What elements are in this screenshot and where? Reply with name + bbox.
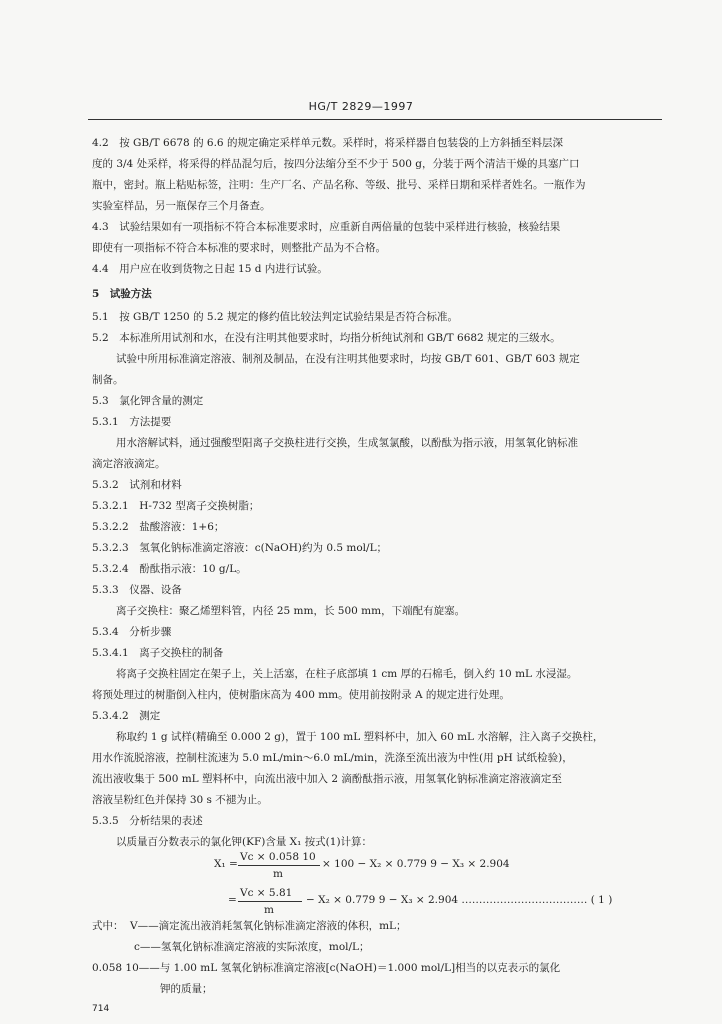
clause-5-3-5-heading: 5.3.5 分析结果的表述 [92,815,203,827]
clause-4-2-line-1: 4.2 按 GB/T 6678 的 6.6 的规定确定采样单元数。采样时，将采样器自包装袋的上方斜插至料层深 [92,137,563,149]
clause-5-3-4-2-line-3: 流出液收集于 500 mL 塑料杯中，向流出液中加入 2 滴酚酞指示液，用氢氧化钠标准滴定溶液滴定至 [92,773,562,785]
clause-5-3-5-text: 以质量百分数表示的氯化钾(KF)含量 X₁ 按式(1)计算： [116,836,373,848]
clause-5-3-3-text: 离子交换柱：聚乙烯塑料管，内径 25 mm，长 500 mm，下端配有旋塞。 [116,605,466,617]
where-item-c: c——氢氧化钠标准滴定溶液的实际浓度，mol/L； [134,941,370,953]
clause-4-3-line-2: 即使有一项指标不符合本标准的要求时，则整批产品为不合格。 [92,242,386,254]
where-item-const-cont: 钾的质量； [160,983,213,995]
fraction-bar-2 [238,901,302,902]
where-lead: 式中： [92,920,124,932]
formula-eq-2: = [228,894,237,906]
clause-5-3-4-2-line-1: 称取约 1 g 试样(精确至 0.000 2 g)，置于 100 mL 塑料杯中，加入 60 mL 水溶解，注入离子交换柱， [116,731,604,743]
clause-5-3-4-2-line-4: 溶液呈粉红色并保持 30 s 不褪为止。 [92,794,268,806]
clause-5-3-2-heading: 5.3.2 试剂和材料 [92,479,182,491]
where-item-const: 0.058 10——与 1.00 mL 氢氧化钠标准滴定溶液[c(NaOH)＝1.000 mol/L]相当的以克表示的氯化 [92,962,561,974]
formula-tail-2: − X₂ × 0.779 9 − X₃ × 2.904 ……………………………… ( 1 ) [306,894,613,906]
clause-5-3-heading: 5.3 氯化钾含量的测定 [92,395,204,407]
section-5-heading: 5 试验方法 [92,288,152,300]
clause-4-2-line-4: 实验室样品，另一瓶保存三个月备查。 [92,200,271,212]
clause-5-3-4-heading: 5.3.4 分析步骤 [92,626,172,638]
standard-code-header: HG/T 2829—1997 [308,100,414,113]
clause-5-3-4-2-heading: 5.3.4.2 测定 [92,710,161,722]
clause-5-3-1-line-2: 滴定溶液滴定。 [92,458,166,470]
clause-5-3-4-1-line-1: 将离子交换柱固定在架子上，关上活塞，在柱子底部填 1 cm 厚的石棉毛，倒入约 10 mL 水浸湿。 [116,668,578,680]
clause-5-2-line-3: 制备。 [92,374,124,386]
formula-denominator-2: m [264,904,274,916]
clause-5-2-line-1: 5.2 本标准所用试剂和水，在没有注明其他要求时，均指分析纯试剂和 GB/T 6682 规定的三级水。 [92,332,561,344]
where-item-v: V——滴定流出液消耗氢氧化钠标准滴定溶液的体积，mL； [130,920,407,932]
formula-numerator-2: Vc × 5.81 [240,887,293,899]
clause-4-4: 4.4 用户应在收到货物之日起 15 d 内进行试验。 [92,263,328,275]
clause-4-2-line-3: 瓶中，密封。瓶上粘贴标签，注明：生产厂名、产品名称、等级、批号、采样日期和采样者姓名。一瓶作为 [92,179,586,191]
header-rule [88,119,662,120]
clause-5-3-4-1-line-2: 将预处理过的树脂倒入柱内，使树脂床高为 400 mm。使用前按附录 A 的规定进行处理。 [92,689,510,701]
clause-5-3-2-2: 5.3.2.2 盐酸溶液：1+6； [92,521,225,533]
clause-5-3-4-1-heading: 5.3.4.1 离子交换柱的制备 [92,647,224,659]
formula-lhs: X₁ = [214,858,238,870]
clause-4-3-line-1: 4.3 试验结果如有一项指标不符合本标准要求时，应重新自两倍量的包装中采样进行核验，核验结果 [92,221,561,233]
formula-numerator-1: Vc × 0.058 10 [240,851,316,863]
formula-denominator-1: m [273,868,283,880]
formula-tail-1: × 100 − X₂ × 0.779 9 − X₃ × 2.904 [322,858,510,870]
clause-4-2-line-2: 度的 3/4 处采样，将采得的样品混匀后，按四分法缩分至不少于 500 g，分装于两个清洁干燥的具塞广口 [92,158,580,170]
clause-5-3-4-2-line-2: 用水作流脱溶液，控制柱流速为 5.0 mL/min～6.0 mL/min，洗涤至流出液为中性(用 pH 试纸检验)， [92,752,573,764]
clause-5-3-2-4: 5.3.2.4 酚酞指示液：10 g/L。 [92,563,247,575]
clause-5-3-1-heading: 5.3.1 方法提要 [92,416,172,428]
clause-5-3-2-3: 5.3.2.3 氢氧化钠标准滴定溶液：c(NaOH)约为 0.5 mol/L； [92,542,388,554]
clause-5-3-2-1: 5.3.2.1 H-732 型离子交换树脂； [92,500,260,512]
fraction-bar-1 [238,865,320,866]
clause-5-3-3-heading: 5.3.3 仪器、设备 [92,584,182,596]
clause-5-3-1-line-1: 用水溶解试料，通过强酸型阳离子交换柱进行交换，生成氢氯酸，以酚酞为指示液，用氢氧化钠标准 [116,437,578,449]
clause-5-2-line-2: 试验中所用标准滴定溶液、制剂及制品，在没有注明其他要求时，均按 GB/T 601、GB/T 603 规定 [116,353,580,365]
page-number: 714 [92,1004,110,1014]
clause-5-1: 5.1 按 GB/T 1250 的 5.2 规定的修约值比较法判定试验结果是否符合标准。 [92,311,458,323]
